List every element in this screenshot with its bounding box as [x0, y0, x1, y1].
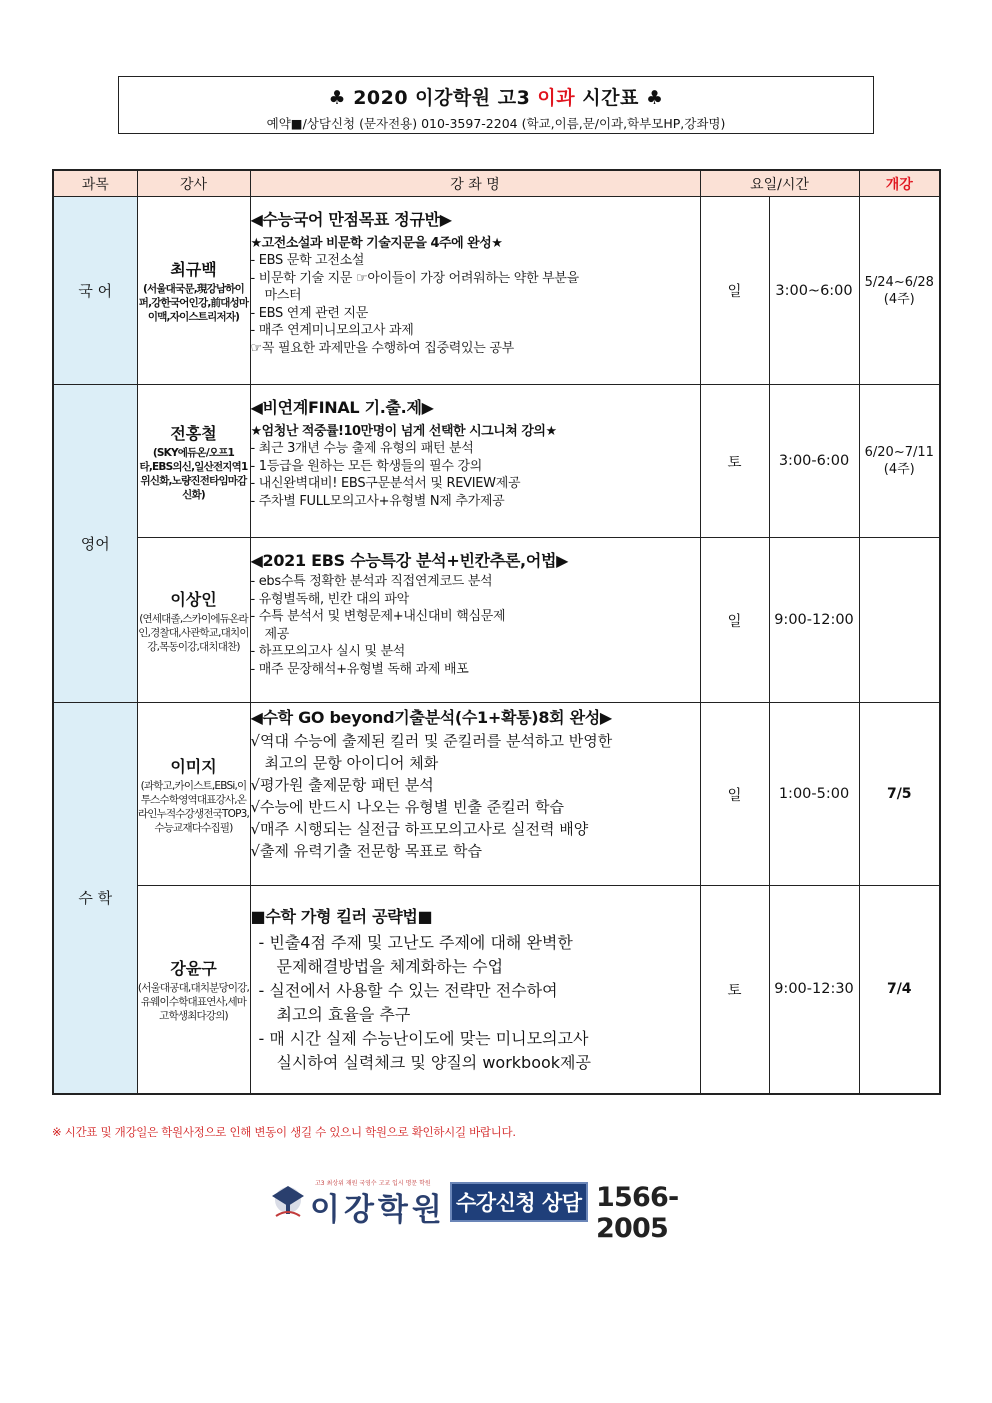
course-line: √역대 수능에 출제된 킬러 및 준킬러를 분석하고 반영한 [250, 732, 613, 750]
instructor-name: 전홍철 [170, 423, 217, 443]
course-line: - 실전에서 사용할 수 있는 전략만 전수하여 [258, 980, 558, 1000]
course-line: - 유형별독해, 빈칸 대의 파악 [250, 591, 409, 607]
header-open: 개강 [859, 170, 940, 197]
course-line: - EBS 문학 고전소설 [250, 253, 365, 268]
course-line: - 비문학 기술 지문 ☞아이들이 가장 어려워하는 약한 부분을 [250, 270, 579, 286]
course-line: 최고의 문항 아이디어 체화 [264, 754, 439, 772]
header-instructor: 강사 [137, 170, 250, 197]
course-line: - EBS 연계 관련 지문 [250, 305, 369, 321]
instructor-name: 이상인 [170, 589, 217, 609]
instructor-bio: (서울대공대,대치분당이강,유웨이수학대표연사,세마고학생최다강의) [137, 981, 250, 1022]
club-icon: ♣ [645, 87, 664, 109]
instructor-name: 이미지 [170, 756, 217, 776]
course-day: 토 [700, 886, 769, 1094]
instructor-name: 최규백 [170, 260, 217, 279]
title-accent: 이과 [537, 87, 576, 109]
open-weeks: (4주) [883, 291, 915, 307]
logo-tagline: 고3 최상위 재원 국영수 고교 입시 명문 학원 [315, 1180, 431, 1187]
title-suffix: 시간표 [575, 87, 639, 109]
phone-number: 1566-2005 [596, 1182, 679, 1244]
open-date-cell [859, 385, 940, 538]
academy-logo-icon [268, 1178, 308, 1222]
instructor-cell [137, 886, 250, 1094]
course-line: 최고의 효율을 추구 [276, 1004, 411, 1024]
course-title: ◀수학 GO beyond기출분석(수1+확통)8회 완성▶ [250, 708, 612, 727]
course-line: √수능에 반드시 나오는 유형별 빈출 준킬러 학습 [250, 798, 564, 816]
course-line: - 1등급을 원하는 모든 학생들의 필수 강의 [250, 458, 482, 474]
apply-consult-badge: 수강신청 상담 [450, 1182, 588, 1222]
course-day: 일 [700, 197, 769, 385]
footer-banner [268, 1178, 738, 1244]
table-row [53, 886, 940, 1094]
instructor-cell [137, 703, 250, 886]
open-date [859, 538, 940, 703]
course-cell [250, 385, 700, 538]
page-title [119, 83, 873, 110]
course-cell [250, 703, 700, 886]
open-date: 5/24~6/28 [864, 274, 934, 290]
course-line: - 최근 3개년 수능 출제 유형의 패턴 분석 [250, 441, 474, 456]
course-line: 실시하여 실력체크 및 양질의 workbook제공 [276, 1052, 591, 1072]
course-line: - 빈출4점 주제 및 고난도 주제에 대해 완벽한 [258, 932, 573, 952]
instructor-bio: (SKY에듀온/오프1타,EBS의신,일산전지역1위신화,노량진전타임마감신화) [139, 446, 248, 501]
instructor-name: 강윤구 [170, 958, 217, 978]
title-prefix: 2020 이강학원 고3 [353, 87, 538, 109]
course-cell [250, 886, 700, 1094]
course-line: - 내신완벽대비! EBS구문분석서 및 REVIEW제공 [250, 476, 521, 491]
instructor-cell [137, 197, 250, 385]
instructor-bio: (서울대국문,現강남하이퍼,강한국어인강,前대성마이맥,자이스트리저자) [138, 283, 249, 323]
club-icon: ♣ [328, 87, 347, 109]
course-day: 일 [700, 538, 769, 703]
open-date-cell [859, 197, 940, 385]
academy-logo-text: 이강학원 [310, 1192, 446, 1228]
course-day: 토 [700, 385, 769, 538]
course-title: ◀수능국어 만점목표 정규반▶ [250, 210, 452, 229]
schedule-notice: ※ 시간표 및 개강일은 학원사정으로 인해 변동이 생길 수 있으니 학원으로 확인하시길 바랍니다. [52, 1125, 516, 1139]
course-time: 3:00~6:00 [769, 197, 859, 385]
course-line: - 매주 문장해석+유형별 독해 과제 배포 [250, 661, 469, 677]
table-row [53, 197, 940, 385]
course-line: - 하프모의고사 실시 및 분석 [250, 644, 406, 659]
course-line: 문제해결방법을 체계화하는 수업 [276, 956, 504, 976]
course-time: 9:00-12:00 [769, 538, 859, 703]
course-time: 1:00-5:00 [769, 703, 859, 886]
open-date: 7/4 [859, 886, 940, 1094]
course-line: √평가원 출제문항 패턴 분석 [250, 776, 434, 794]
subject-math: 수 학 [53, 703, 137, 1094]
table-row [53, 538, 940, 703]
subject-korean: 국 어 [53, 197, 137, 385]
course-title: ■수학 가형 킬러 공략법■ [250, 906, 433, 926]
instructor-cell [137, 538, 250, 703]
table-row [53, 703, 940, 886]
instructor-bio: (과학고,카이스트,EBSi,이투스수학영역대표강사,온라인누적수강생전국TOP3,수능교재다수집필) [137, 779, 250, 834]
course-line: ☞꼭 필요한 과제만을 수행하여 집중력있는 공부 [250, 340, 514, 356]
table-row [53, 385, 940, 538]
open-date: 7/5 [859, 703, 940, 886]
schedule-table [52, 169, 941, 1095]
open-weeks: (4주) [883, 462, 915, 477]
instructor-bio: (연세대졸,스카이에듀온라인,경찰대,사관학교,대치이강,목동이강,대치대찬) [138, 612, 249, 653]
page-subtitle: 예약■/상담신청 (문자전용) 010-3597-2204 (학교,이름,문/이과,학부모HP,강좌명) [266, 116, 726, 131]
title-box [118, 76, 874, 134]
header-subject: 과목 [53, 170, 137, 197]
course-subtitle: ★고전소설과 비문학 기술지문을 4주에 완성★ [250, 236, 503, 251]
course-time: 3:00-6:00 [769, 385, 859, 538]
course-cell [250, 538, 700, 703]
course-line: 제공 [264, 626, 290, 642]
course-day: 일 [700, 703, 769, 886]
instructor-cell [137, 385, 250, 538]
course-line: - 매 시간 실제 수능난이도에 맞는 미니모의고사 [258, 1028, 589, 1048]
course-line: √매주 시행되는 실전급 하프모의고사로 실전력 배양 [250, 820, 589, 838]
course-line: - 매주 연계미니모의고사 과제 [250, 323, 414, 338]
course-time: 9:00-12:30 [769, 886, 859, 1094]
course-cell [250, 197, 700, 385]
subject-english: 영어 [53, 385, 137, 703]
header-course: 강 좌 명 [250, 170, 700, 197]
course-title: ◀비연계FINAL 기.출.제▶ [250, 398, 434, 417]
course-line: - 주차별 FULL모의고사+유형별 N제 추가제공 [250, 493, 505, 509]
course-line: - 수특 분석서 및 변형문제+내신대비 핵심문제 [250, 609, 506, 624]
course-line: 마스터 [264, 288, 302, 303]
course-line: - ebs수특 정확한 분석과 직접연계코드 분석 [250, 574, 493, 589]
header-schedule: 요일/시간 [700, 170, 859, 197]
course-title: ◀2021 EBS 수능특강 분석+빈칸추론,어법▶ [250, 551, 569, 570]
course-subtitle: ★엄청난 적중률!10만명이 넘게 선택한 시그니쳐 강의★ [250, 424, 557, 439]
course-line: √출제 유력기출 전문항 목표로 학습 [250, 842, 482, 860]
table-header-row [53, 170, 940, 197]
open-date: 6/20~7/11 [864, 445, 934, 460]
